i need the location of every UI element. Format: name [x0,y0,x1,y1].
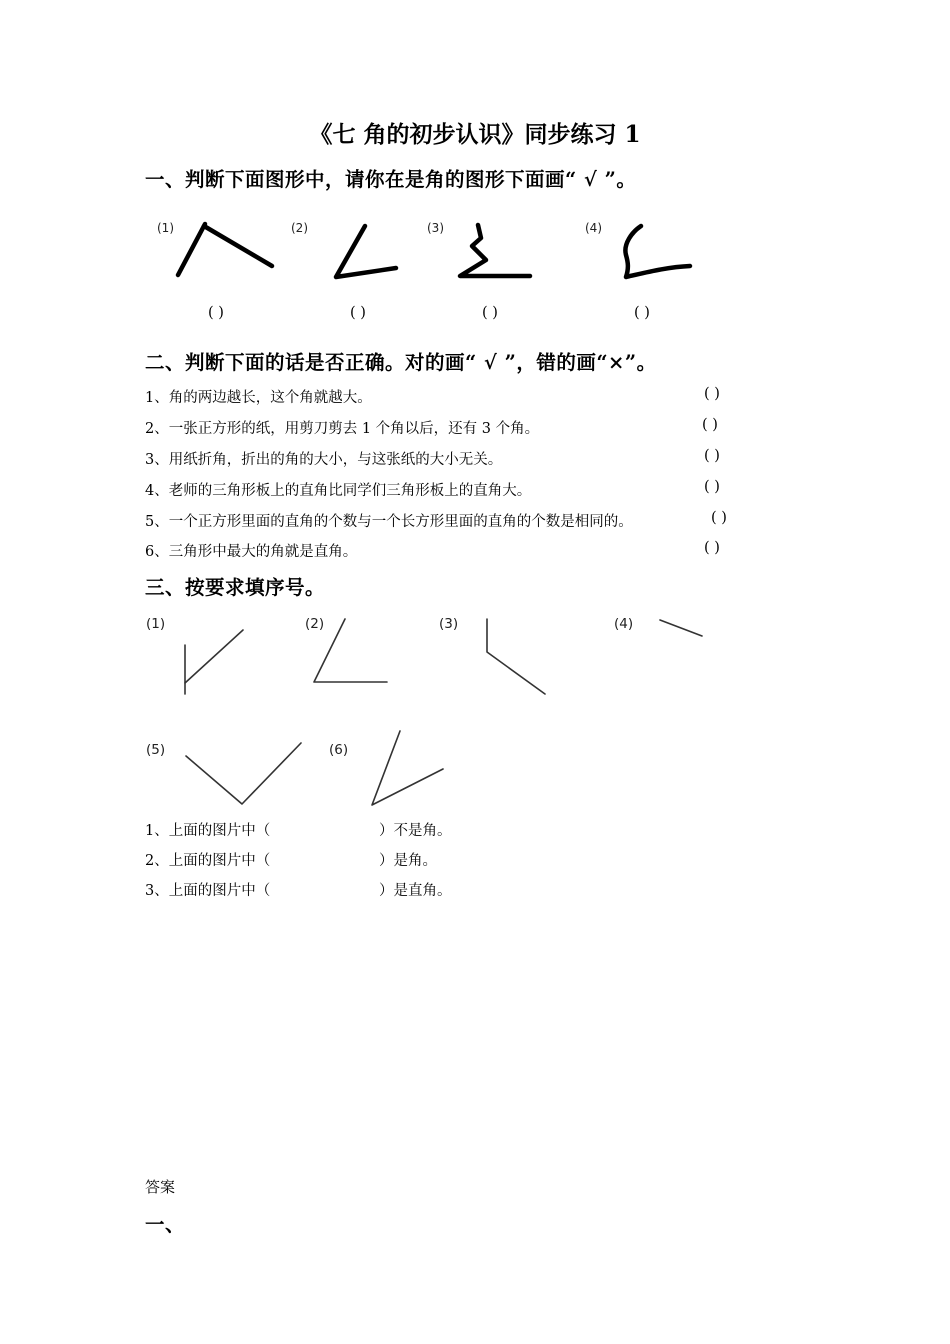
s1-answer-blank-1[interactable]: ( ) [208,305,224,321]
s3-figure-label-5: (5) [146,742,166,758]
s1-answer-blank-2[interactable]: ( ) [350,305,366,321]
page-title: 《七 角的初步认识》同步练习 1 [309,121,641,148]
s1-figure-label-2: (2) [291,221,308,235]
s3-figure-1-diagonal [185,630,243,683]
answers-section1-heading: 一、 [145,1213,186,1236]
s3-figure-label-2: (2) [305,616,325,632]
s2-answer-blank-5[interactable]: ( ) [711,510,727,526]
s3-figure-2-angle [314,619,387,682]
s1-answer-blank-3[interactable]: ( ) [482,305,498,321]
s2-item-1: 1、角的两边越长，这个角就越大。 [145,390,372,406]
s3-question-1-prefix: 1、上面的图片中（ [145,823,271,839]
s2-item-3: 3、用纸折角，折出的角的大小，与这张纸的大小无关。 [145,452,503,468]
section3-heading: 三、按要求填序号。 [145,576,326,599]
section1-heading: 一、判断下面图形中，请你在是角的图形下面画“ √ ”。 [145,168,637,191]
s1-figure-label-4: (4) [585,221,602,235]
s2-item-5: 5、一个正方形里面的直角的个数与一个长方形里面的直角的个数是相同的。 [145,514,633,530]
s3-question-3-prefix: 3、上面的图片中（ [145,883,271,899]
s1-figure-label-1: (1) [157,221,174,235]
s3-question-3 [145,879,452,900]
s1-figure-label-3: (3) [427,221,444,235]
s2-item-2: 2、一张正方形的纸，用剪刀剪去 1 个角以后，还有 3 个角。 [145,421,540,437]
s2-answer-blank-4[interactable]: ( ) [704,479,720,495]
s3-figure-label-1: (1) [146,616,166,632]
s3-question-2 [145,849,437,870]
s2-answer-blank-1[interactable]: ( ) [704,386,720,402]
s3-figure-6-angle [372,731,443,805]
answers-label: 答案 [145,1178,176,1196]
s2-item-6: 6、三角形中最大的角就是直角。 [145,544,358,560]
s2-answer-blank-3[interactable]: ( ) [704,448,720,464]
s3-question-2-suffix: ）是角。 [379,853,437,869]
s3-figure-label-6: (6) [329,742,349,758]
s3-question-3-suffix: ）是直角。 [379,883,452,899]
s3-figure-5-angle [186,743,301,804]
s3-figure-3-angle [487,619,545,694]
s3-question-1 [145,819,452,840]
s1-answer-blank-4[interactable]: ( ) [634,305,650,321]
s2-item-4: 4、老师的三角形板上的直角比同学们三角形板上的直角大。 [145,483,532,499]
s3-question-2-prefix: 2、上面的图片中（ [145,853,271,869]
s3-figure-label-4: (4) [614,616,634,632]
s2-answer-blank-2[interactable]: ( ) [702,417,718,433]
s3-figure-label-3: (3) [439,616,459,632]
s3-question-1-suffix: ）不是角。 [379,823,452,839]
s2-answer-blank-6[interactable]: ( ) [704,540,720,556]
s3-figure-4-segment [660,620,702,636]
section2-heading: 二、判断下面的话是否正确。对的画“ √ ”，错的画“×”。 [145,351,657,374]
